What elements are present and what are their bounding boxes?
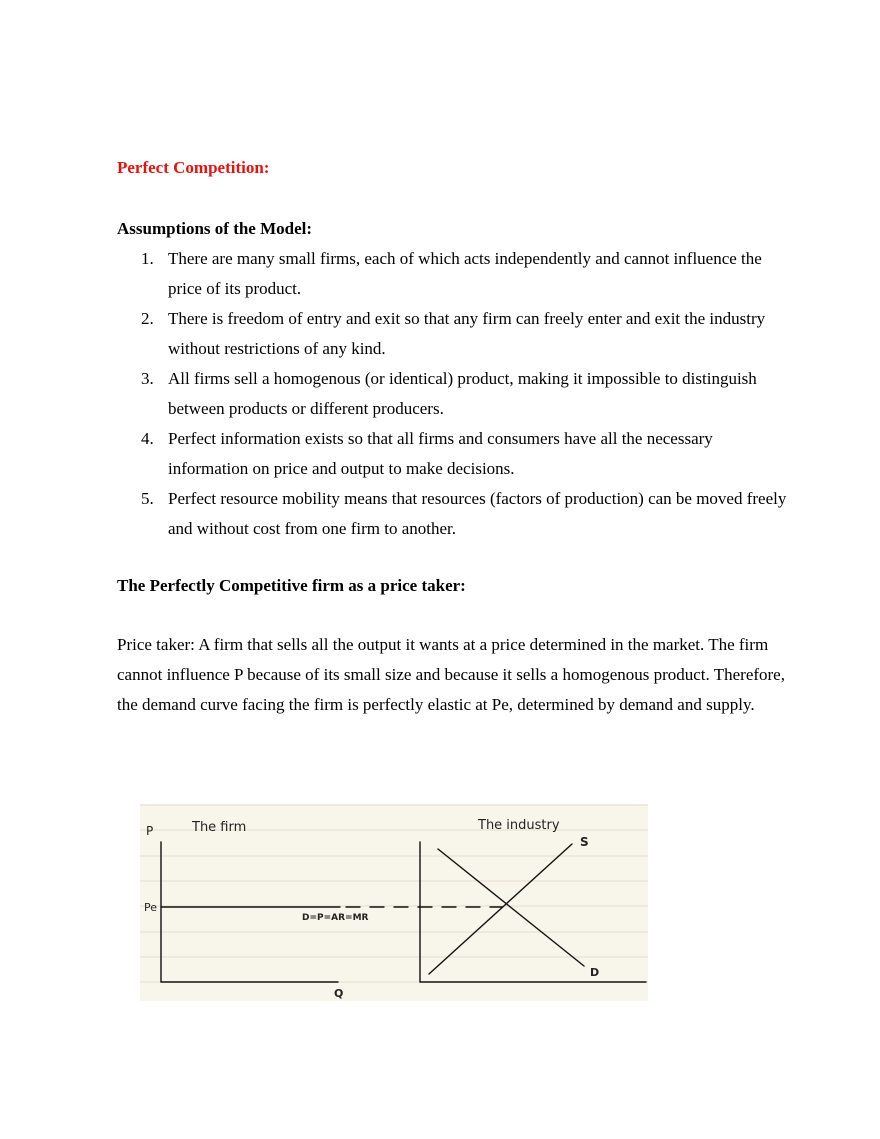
q-axis-label: Q (334, 987, 344, 1000)
demand-curve (438, 849, 584, 966)
list-item (117, 244, 797, 304)
p-axis-label: P (146, 824, 154, 838)
supply-curve (429, 844, 572, 974)
list-item-text: There is freedom of entry and exit so that any firm can freely enter and exit the industry without restrictions of any kind. (168, 309, 766, 358)
list-number: 2. (141, 309, 154, 328)
assumptions-list (117, 244, 797, 544)
list-item-text: Perfect resource mobility means that resources (factors of production) can be moved freely and without cost from one firm to another. (168, 489, 787, 538)
diagram-svg (140, 804, 648, 1001)
list-item (117, 424, 797, 484)
industry-title: The industry (478, 818, 560, 833)
list-item-text: All firms sell a homogenous (or identical) product, making it impossible to distinguish between products or different producers. (168, 369, 757, 418)
demand-equation-label: D=P=AR=MR (302, 913, 369, 923)
list-item-text: Perfect information exists so that all firms and consumers have all the necessary information on price and output to make decisions. (168, 429, 713, 478)
market-diagram (140, 804, 648, 1001)
price-taker-paragraph: Price taker: A firm that sells all the output it wants at a price determined in the market. The firm cannot influence P because of its small size and because it sells a homogenous product. Therefore, the demand curve facing the firm is perfectly elastic at Pe, determined by demand and supply. (117, 635, 785, 714)
list-item (117, 364, 797, 424)
pe-label: Pe (144, 901, 158, 914)
list-item-text: There are many small firms, each of which acts independently and cannot influence the price of its product. (168, 249, 762, 298)
list-number: 4. (141, 429, 154, 448)
list-item (117, 304, 797, 364)
page-title: Perfect Competition: (117, 158, 270, 177)
list-number: 1. (141, 249, 154, 268)
list-number: 5. (141, 489, 154, 508)
demand-label: D (590, 966, 600, 979)
supply-label: S (580, 835, 589, 849)
assumptions-heading: Assumptions of the Model: (117, 219, 313, 238)
firm-title: The firm (192, 820, 247, 835)
list-number: 3. (141, 369, 154, 388)
list-item (117, 484, 797, 544)
price-taker-heading: The Perfectly Competitive firm as a price taker: (117, 576, 466, 595)
